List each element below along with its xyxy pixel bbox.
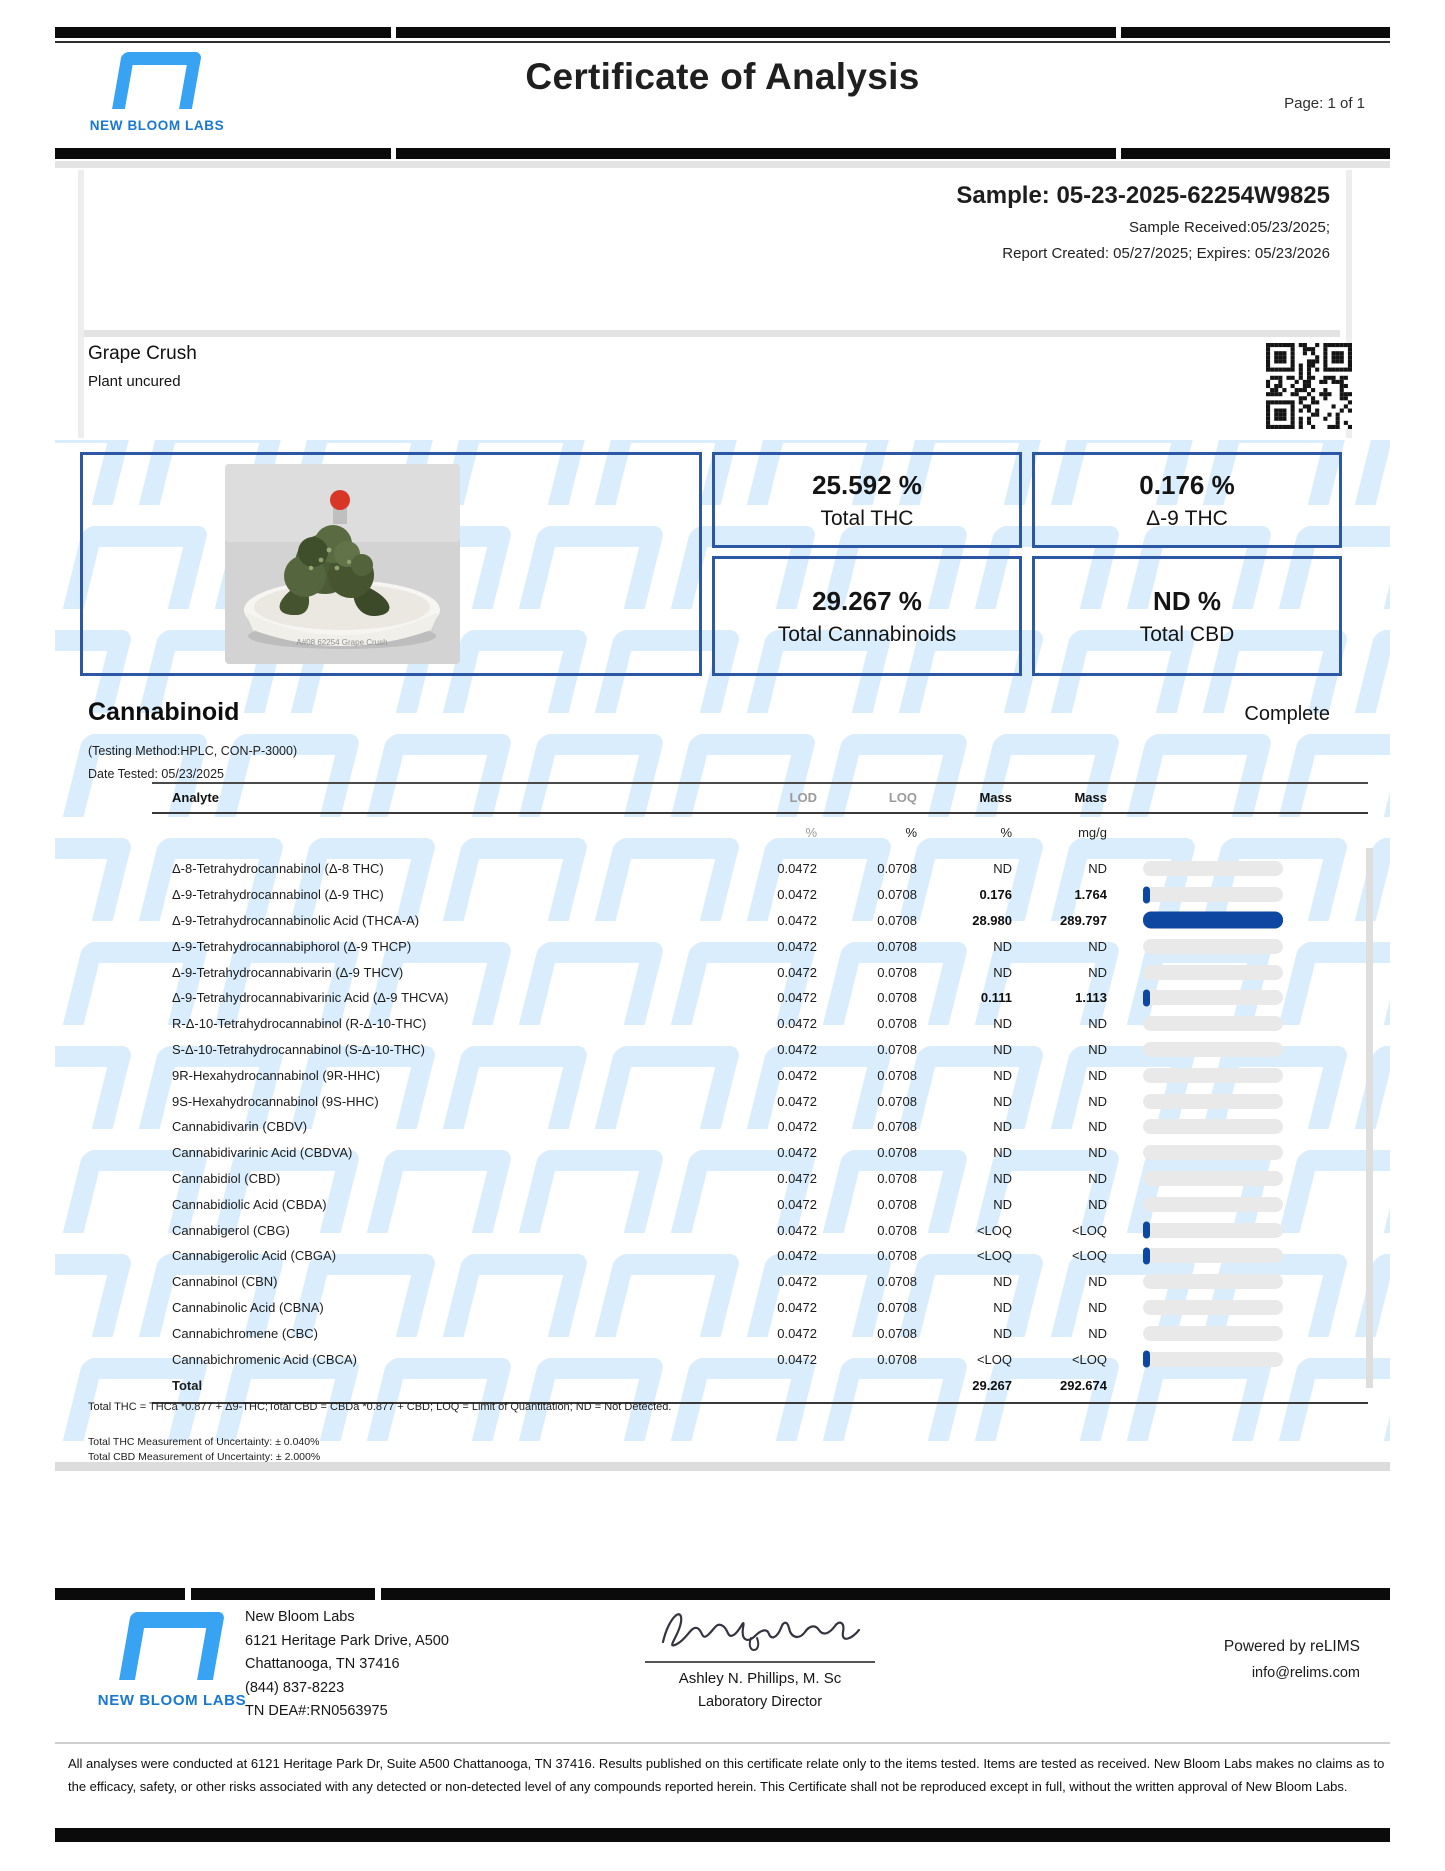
bar-fill <box>1143 989 1150 1006</box>
table-header <box>152 782 1368 814</box>
powered-by: Powered by reLIMS <box>1223 1638 1360 1655</box>
table-row: 9R-Hexahydrocannabinol (9R-HHC) 0.0472 0.0708 ND ND <box>152 1062 1368 1088</box>
product-name: Grape Crush <box>88 343 197 364</box>
table-row: Cannabichromenic Acid (CBCA) 0.0472 0.0708 <LOQ <LOQ <box>152 1346 1368 1372</box>
total-thc-value: 25.592 % <box>812 469 922 500</box>
table-row: Cannabigerolic Acid (CBGA) 0.0472 0.0708 <LOQ <LOQ <box>152 1243 1368 1269</box>
bar-fill <box>1143 1247 1150 1264</box>
address-line: TN DEA#:RN0563975 <box>245 1703 388 1719</box>
bar-fill <box>1143 1351 1150 1368</box>
row-bar-chart <box>1107 887 1368 902</box>
unit-mass-mgg: mg/g <box>1078 825 1107 840</box>
svg-text:A#08 62254 Grape Crush: A#08 62254 Grape Crush <box>296 638 388 647</box>
product-photo <box>225 464 460 664</box>
col-mass-pct: Mass <box>979 790 1012 805</box>
table-row: R-Δ-10-Tetrahydrocannabinol (R-Δ-10-THC) 0.0472 0.0708 ND ND <box>152 1011 1368 1037</box>
bar-track <box>1143 939 1283 954</box>
unit-lod: % <box>805 825 817 840</box>
footer-logo-text: NEW BLOOM LABS <box>97 1692 247 1709</box>
row-bar-chart <box>1107 1326 1368 1341</box>
table-units-row <box>152 814 1368 856</box>
row-bar-chart <box>1107 1094 1368 1109</box>
row-bar-chart <box>1107 965 1368 980</box>
row-bar-chart <box>1107 1248 1368 1263</box>
divider <box>55 1588 185 1600</box>
bar-fill <box>1143 912 1283 929</box>
table-row: Δ-9-Tetrahydrocannabivarinic Acid (Δ-9 THCVA) 0.0472 0.0708 0.111 1.113 <box>152 985 1368 1011</box>
product-type: Plant uncured <box>88 373 181 390</box>
table-row: Cannabidiolic Acid (CBDA) 0.0472 0.0708 ND ND <box>152 1191 1368 1217</box>
result-box-total-thc <box>712 452 1022 548</box>
powered-by-block <box>1224 1638 1360 1681</box>
logo-text: NEW BLOOM LABS <box>89 118 225 133</box>
testing-method: (Testing Method:HPLC, CON-P-3000) <box>88 744 298 758</box>
table-row: Cannabidivarinic Acid (CBDVA) 0.0472 0.0708 ND ND <box>152 1140 1368 1166</box>
footer-logo <box>82 1612 262 1709</box>
divider <box>55 161 1390 168</box>
signature-line <box>645 1661 875 1663</box>
address-line: (844) 837-8223 <box>245 1679 345 1696</box>
footnote-thc-uncertainty: Total THC Measurement of Uncertainty: ± 0.040% <box>88 1436 320 1448</box>
total-cannabinoids-label: Total Cannabinoids <box>777 622 957 646</box>
bar-track <box>1143 990 1283 1005</box>
sample-id: Sample: 05-23-2025-62254W9825 <box>956 182 1330 209</box>
row-bar-chart <box>1107 1300 1368 1315</box>
bar-track <box>1143 1352 1283 1367</box>
bar-track <box>1143 887 1283 902</box>
contact-email: info@relims.com <box>1251 1665 1360 1681</box>
footnote-definitions: Total THC = THCa *0.877 + Δ9-THC;Total CBD = CBDa *0.877 + CBD; LOQ = Limit of Quantitation; ND = Not Detected. <box>88 1401 672 1413</box>
table-row: Cannabichromene (CBC) 0.0472 0.0708 ND ND <box>152 1320 1368 1346</box>
row-bar-chart <box>1107 1171 1368 1186</box>
bar-chart-axis <box>1366 848 1373 1388</box>
table-row: Δ-9-Tetrahydrocannabivarin (Δ-9 THCV) 0.0472 0.0708 ND ND <box>152 959 1368 985</box>
section-title: Cannabinoid <box>88 698 240 726</box>
result-box-total-cbd <box>1032 556 1342 676</box>
bar-track <box>1143 1042 1283 1057</box>
divider <box>55 27 391 38</box>
row-bar-chart <box>1107 990 1368 1005</box>
row-bar-chart <box>1107 1352 1368 1367</box>
section-status: Complete <box>1244 703 1330 725</box>
table-row: S-Δ-10-Tetrahydrocannabinol (S-Δ-10-THC) 0.0472 0.0708 ND ND <box>152 1037 1368 1063</box>
unit-loq: % <box>905 825 917 840</box>
signer-name: Ashley N. Phillips, M. Sc <box>678 1670 842 1687</box>
col-mass-mgg: Mass <box>1074 790 1107 805</box>
watermark-logo-icon <box>1355 440 1390 505</box>
table-total-row: Total 29.267 292.674 <box>172 1377 1107 1393</box>
product-photo-box <box>80 452 702 676</box>
watermark-logo-icon <box>55 734 57 817</box>
signature-block <box>635 1598 885 1710</box>
bar-track <box>1143 861 1283 876</box>
watermark-logo-icon <box>55 1254 133 1337</box>
table-row: Δ-9-Tetrahydrocannabinol (Δ-9 THC) 0.0472 0.0708 0.176 1.764 <box>152 882 1368 908</box>
row-bar-chart <box>1107 1145 1368 1160</box>
signer-role: Laboratory Director <box>697 1694 823 1710</box>
row-bar-chart <box>1107 1042 1368 1057</box>
col-loq: LOQ <box>888 790 917 805</box>
signature <box>645 1598 875 1656</box>
report-created: Report Created: 05/27/2025; Expires: 05/23/2026 <box>1002 245 1330 262</box>
sample-received: Sample Received:05/23/2025; <box>1129 219 1330 236</box>
total-thc-label: Total THC <box>820 506 914 530</box>
footnote-cbd-uncertainty: Total CBD Measurement of Uncertainty: ± 2.000% <box>88 1451 321 1463</box>
table-row: Cannabinolic Acid (CBNA) 0.0472 0.0708 ND ND <box>152 1295 1368 1321</box>
bar-track <box>1143 1171 1283 1186</box>
lab-address <box>245 1606 449 1724</box>
row-bar-chart <box>1107 1197 1368 1212</box>
table-row: Cannabigerol (CBG) 0.0472 0.0708 <LOQ <LOQ <box>152 1217 1368 1243</box>
bar-track <box>1143 1248 1283 1263</box>
divider <box>55 1828 1390 1842</box>
divider <box>55 1742 1390 1744</box>
bar-track <box>1143 1016 1283 1031</box>
divider <box>191 1588 375 1600</box>
watermark-logo-icon <box>55 942 57 1025</box>
bar-track <box>1143 1326 1283 1341</box>
bar-track <box>1143 1274 1283 1289</box>
divider <box>1121 27 1390 38</box>
page-number: Page: 1 of 1 <box>1284 95 1365 112</box>
divider <box>84 330 1340 337</box>
bar-track <box>1143 1300 1283 1315</box>
watermark-logo-icon <box>55 526 57 609</box>
total-cannabinoids-value: 29.267 % <box>812 585 922 616</box>
divider <box>381 1588 1390 1600</box>
row-bar-chart <box>1107 1016 1368 1031</box>
table-row: Δ-9-Tetrahydrocannabiphorol (Δ-9 THCP) 0.0472 0.0708 ND ND <box>152 933 1368 959</box>
bar-track <box>1143 965 1283 980</box>
bar-track <box>1143 1119 1283 1134</box>
table-row: Δ-9-Tetrahydrocannabinolic Acid (THCA-A) 0.0472 0.0708 28.980 289.797 <box>152 908 1368 934</box>
legal-disclaimer: All analyses were conducted at 6121 Heritage Park Dr, Suite A500 Chattanooga, TN 37416. Results published on this certificate relate only to the items tested. Items are tested as received. New Bloom Labs makes no claims as to the efficacy, safety, or other risks associated with any detected or non-detected level of any compounds reported herein. This Certificate shall not be reproduced except in full, without the written approval of New Bloom Labs. <box>68 1756 1385 1795</box>
bar-track <box>1143 1094 1283 1109</box>
divider <box>396 27 1116 38</box>
address-line: Chattanooga, TN 37416 <box>245 1656 400 1672</box>
qr-code <box>1266 343 1352 429</box>
cannabinoid-table <box>152 782 1368 1404</box>
bar-fill <box>1143 1222 1150 1239</box>
col-bar <box>1107 790 1368 805</box>
col-lod: LOD <box>789 790 817 805</box>
unit-mass-pct: % <box>1000 825 1012 840</box>
table-row: Cannabidivarin (CBDV) 0.0472 0.0708 ND ND <box>152 1114 1368 1140</box>
table-row: Δ-8-Tetrahydrocannabinol (Δ-8 THC) 0.0472 0.0708 ND ND <box>152 856 1368 882</box>
result-box-d9-thc <box>1032 452 1342 548</box>
bar-track <box>1143 1223 1283 1238</box>
row-bar-chart <box>1107 1223 1368 1238</box>
divider <box>1121 148 1390 159</box>
result-box-total-cannabinoids <box>712 556 1022 676</box>
row-bar-chart <box>1107 1119 1368 1134</box>
watermark-logo-icon <box>55 838 133 921</box>
total-cbd-label: Total CBD <box>1139 622 1235 646</box>
cannabinoid-table-body <box>152 856 1368 1399</box>
table-row: Cannabinol (CBN) 0.0472 0.0708 ND ND <box>152 1269 1368 1295</box>
d9-thc-label: Δ-9 THC <box>1146 506 1228 530</box>
row-bar-chart <box>1107 861 1368 876</box>
table-row: 9S-Hexahydrocannabinol (9S-HHC) 0.0472 0.0708 ND ND <box>152 1088 1368 1114</box>
watermark-logo-icon <box>1355 630 1390 713</box>
address-line: New Bloom Labs <box>245 1609 355 1625</box>
d9-thc-value: 0.176 % <box>1139 469 1235 500</box>
row-bar-chart <box>1107 1068 1368 1083</box>
address-line: 6121 Heritage Park Drive, A500 <box>245 1632 449 1649</box>
bar-fill <box>1143 886 1150 903</box>
row-bar-chart <box>1107 913 1368 928</box>
total-cbd-value: ND % <box>1153 585 1221 616</box>
divider <box>55 41 1390 43</box>
bar-track <box>1143 1068 1283 1083</box>
bar-track <box>1143 1197 1283 1212</box>
watermark-logo-icon <box>55 1358 57 1441</box>
page-title: Certificate of Analysis <box>525 56 920 97</box>
new-bloom-labs-logo-icon <box>119 1612 225 1680</box>
date-tested: Date Tested: 05/23/2025 <box>88 767 224 781</box>
bar-track <box>1143 1145 1283 1160</box>
divider <box>55 148 391 159</box>
table-row: Cannabidiol (CBD) 0.0472 0.0708 ND ND <box>152 1166 1368 1192</box>
row-bar-chart <box>1107 1274 1368 1289</box>
divider <box>55 1462 1390 1471</box>
watermark-logo-icon <box>55 1150 57 1233</box>
row-bar-chart <box>1107 939 1368 954</box>
watermark-logo-icon <box>55 1046 133 1129</box>
col-analyte: Analyte <box>172 790 219 805</box>
divider <box>396 148 1116 159</box>
